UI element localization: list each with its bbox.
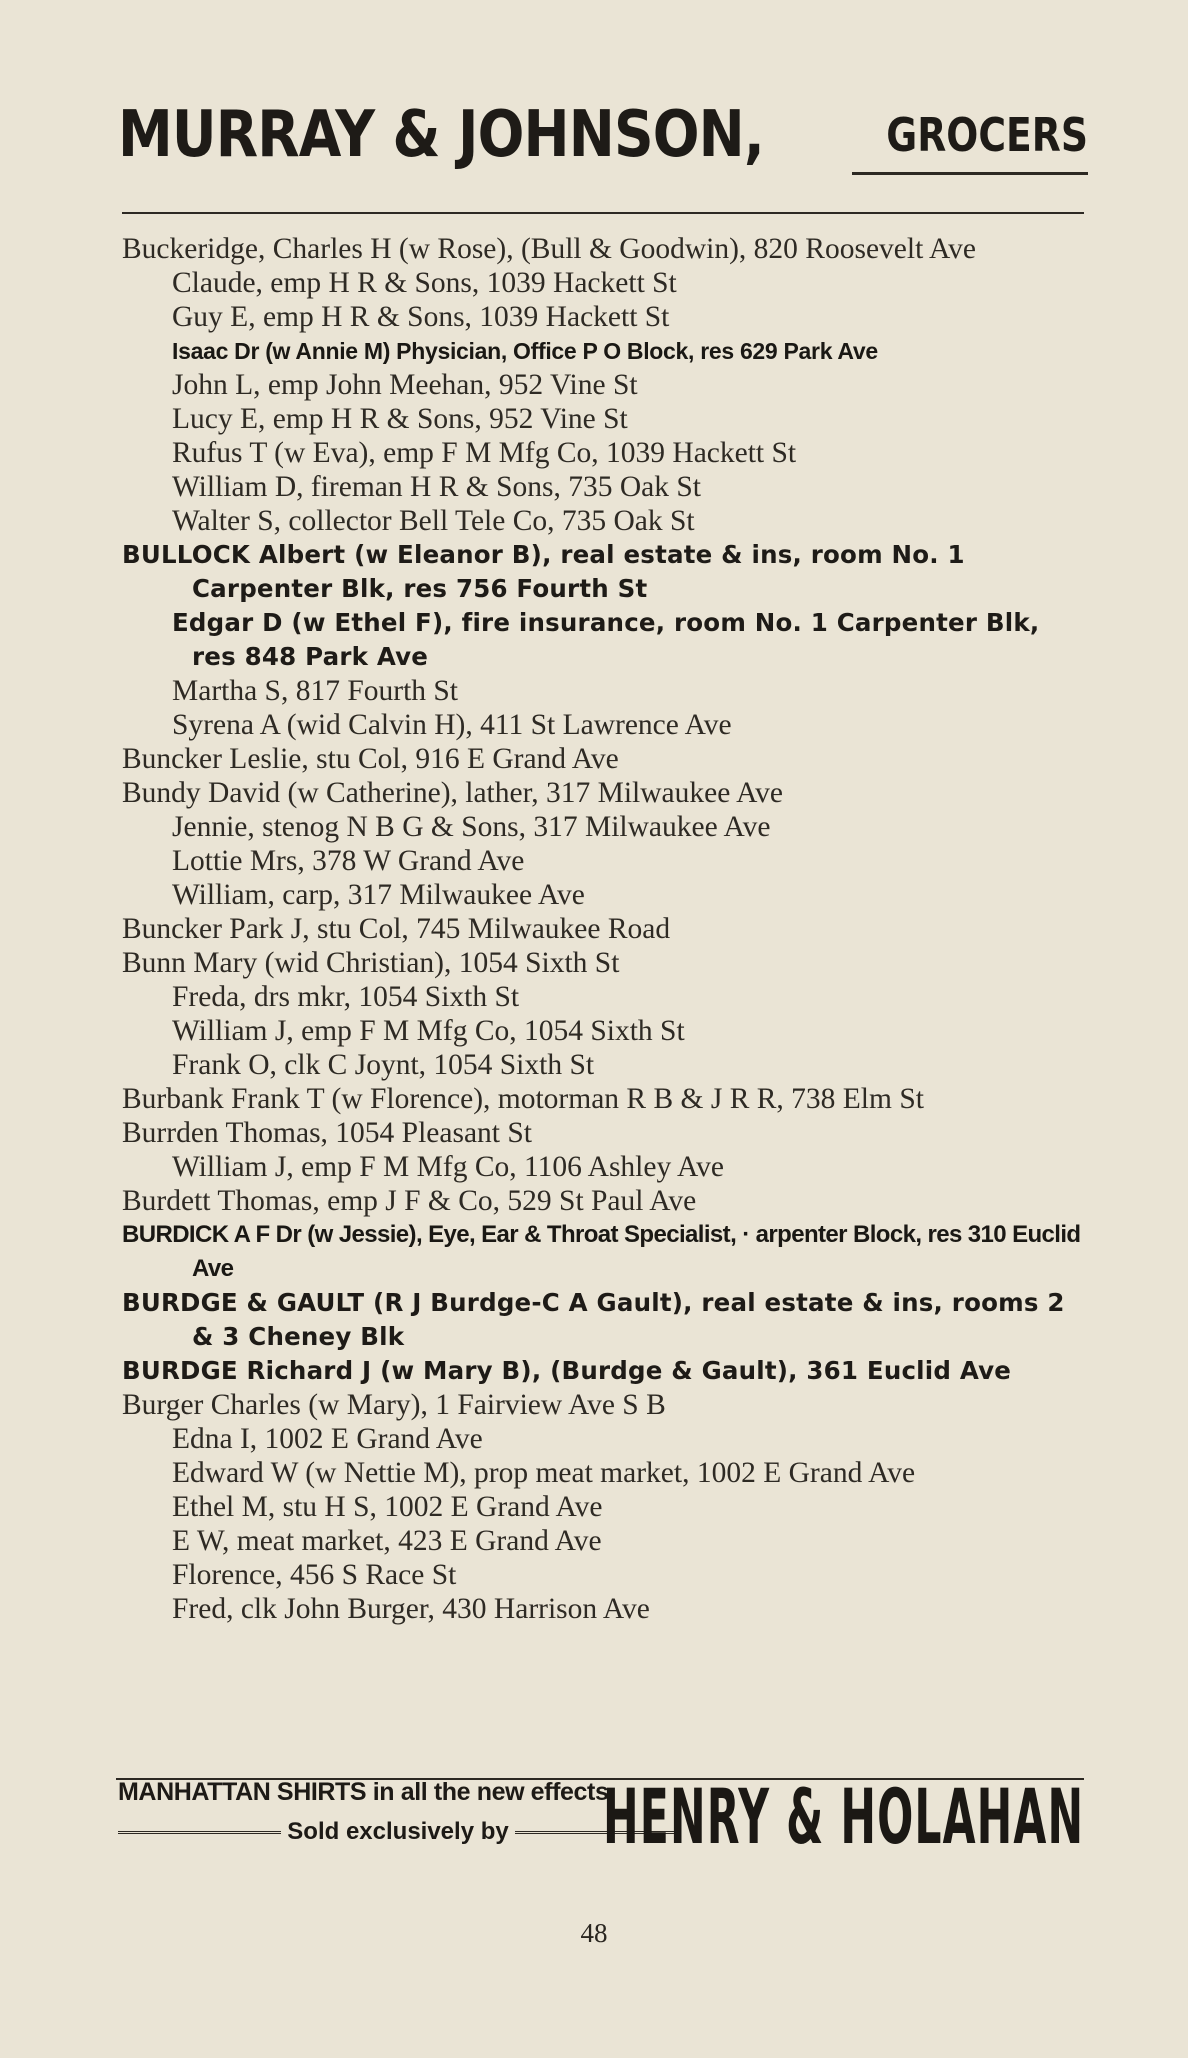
directory-entry: Rufus T (w Eva), emp F M Mfg Co, 1039 Hackett St bbox=[172, 437, 797, 469]
directory-entry: Fred, clk John Burger, 430 Harrison Ave bbox=[172, 1593, 650, 1625]
header-tag-underline bbox=[852, 172, 1088, 175]
page-header bbox=[118, 98, 1088, 180]
directory-entry: BULLOCK Albert (w Eleanor B), real estate & ins, room No. 1 Carpenter Blk, res 756 Fourth St bbox=[122, 540, 965, 603]
directory-entry: Burbank Frank T (w Florence), motorman R B & J R R, 738 Elm St bbox=[122, 1083, 924, 1115]
directory-entry: BURDICK A F Dr (w Jessie), Eye, Ear & Throat Specialist, · arpenter Block, res 310 Euclid Ave bbox=[122, 1221, 1081, 1282]
directory-entry: Walter S, collector Bell Tele Co, 735 Oak St bbox=[172, 505, 695, 537]
ad-line-1: MANHATTAN SHIRTS in all the new effects. bbox=[118, 1778, 616, 1806]
page-number: 48 bbox=[580, 1918, 608, 1948]
directory-entry: William, carp, 317 Milwaukee Ave bbox=[172, 879, 585, 911]
directory-entry: Frank O, clk C Joynt, 1054 Sixth St bbox=[172, 1049, 595, 1081]
directory-entry: Buncker Leslie, stu Col, 916 E Grand Ave bbox=[122, 743, 619, 775]
header-rule bbox=[122, 212, 1084, 214]
directory-entry: Burger Charles (w Mary), 1 Fairview Ave S B bbox=[122, 1389, 666, 1421]
directory-entry: Lucy E, emp H R & Sons, 952 Vine St bbox=[172, 403, 628, 435]
directory-entry: E W, meat market, 423 E Grand Ave bbox=[172, 1525, 602, 1557]
directory-entry: Guy E, emp H R & Sons, 1039 Hackett St bbox=[172, 301, 670, 333]
directory-entry: Isaac Dr (w Annie M) Physician, Office P O Block, res 629 Park Ave bbox=[172, 338, 878, 364]
directory-entry: Edgar D (w Ethel F), fire insurance, room No. 1 Carpenter Blk, res 848 Park Ave bbox=[172, 608, 1040, 671]
directory-entry: Edward W (w Nettie M), prop meat market, 1002 E Grand Ave bbox=[172, 1457, 916, 1489]
directory-entry: Ethel M, stu H S, 1002 E Grand Ave bbox=[172, 1491, 603, 1523]
ad-brand-name: HENRY & HOLAHAN bbox=[602, 1772, 1084, 1861]
directory-entry: BURDGE & GAULT (R J Burdge-C A Gault), real estate & ins, rooms 2 & 3 Cheney Blk bbox=[122, 1288, 1065, 1351]
directory-entry: Jennie, stenog N B G & Sons, 317 Milwaukee Ave bbox=[172, 811, 771, 843]
directory-entry: Buncker Park J, stu Col, 745 Milwaukee Road bbox=[122, 913, 671, 945]
footer-advertisement bbox=[118, 1766, 1084, 1886]
ad-divider-left bbox=[118, 1831, 281, 1834]
directory-entry: Burrden Thomas, 1054 Pleasant St bbox=[122, 1117, 532, 1149]
directory-listing bbox=[122, 232, 1084, 1626]
directory-entry: Freda, drs mkr, 1054 Sixth St bbox=[172, 981, 520, 1013]
directory-entry: William J, emp F M Mfg Co, 1054 Sixth St bbox=[172, 1015, 685, 1047]
directory-entry: William D, fireman H R & Sons, 735 Oak St bbox=[172, 471, 701, 503]
directory-entry: Burdett Thomas, emp J F & Co, 529 St Paul Ave bbox=[122, 1185, 697, 1217]
header-tag: GROCERS bbox=[886, 108, 1088, 162]
ad-line-2 bbox=[118, 1818, 678, 1846]
ad-line-2-text: Sold exclusively by bbox=[287, 1818, 509, 1845]
header-advertiser-name: MURRAY & JOHNSON, bbox=[118, 98, 764, 172]
directory-entry: Claude, emp H R & Sons, 1039 Hackett St bbox=[172, 267, 677, 299]
directory-entry: Martha S, 817 Fourth St bbox=[172, 675, 458, 707]
directory-entry: Edna I, 1002 E Grand Ave bbox=[172, 1423, 483, 1455]
directory-entry: Lottie Mrs, 378 W Grand Ave bbox=[172, 845, 525, 877]
directory-entry: John L, emp John Meehan, 952 Vine St bbox=[172, 369, 638, 401]
directory-entry: Bunn Mary (wid Christian), 1054 Sixth St bbox=[122, 947, 620, 979]
directory-entry: BURDGE Richard J (w Mary B), (Burdge & Gault), 361 Euclid Ave bbox=[122, 1356, 1012, 1385]
directory-entry: Bundy David (w Catherine), lather, 317 Milwaukee Ave bbox=[122, 777, 784, 809]
directory-entry: Florence, 456 S Race St bbox=[172, 1559, 457, 1591]
directory-entry: Syrena A (wid Calvin H), 411 St Lawrence Ave bbox=[172, 709, 732, 741]
directory-entry: Buckeridge, Charles H (w Rose), (Bull & Goodwin), 820 Roosevelt Ave bbox=[122, 233, 977, 265]
directory-entry: William J, emp F M Mfg Co, 1106 Ashley Ave bbox=[172, 1151, 724, 1183]
